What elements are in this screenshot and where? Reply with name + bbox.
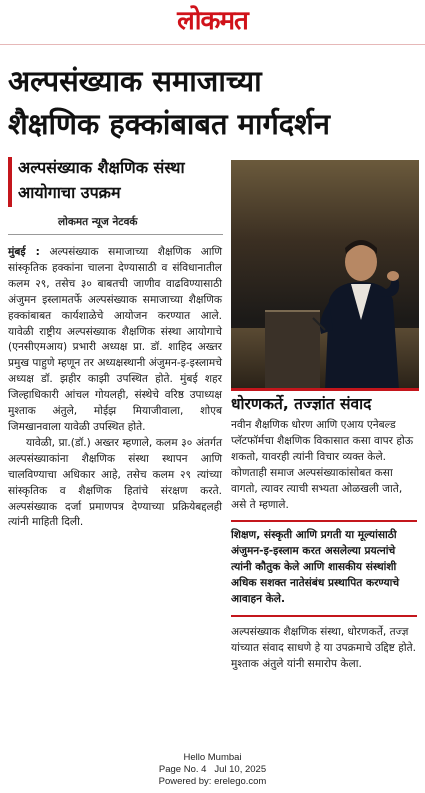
article-body-left <box>8 245 222 531</box>
paragraph-1-text: अल्पसंख्याक समाजाच्या शैक्षणिक आणि सांस्कृतिक हक्कांना चालना देण्यासाठी व संविधानातील कलम २९, तसेच ३० बाबतची जाणीव वाढविण्यासाठी अंजुमन इस्लामतर्फे अल्पसंख्याक समाजाच्या शैक्षणिक हक्कांबाबत कार्यशाळेचे आयोजन करण्यात आले. यावेळी राष्ट्रीय अल्पसंख्याक शैक्षणिक संस्था आयोगाचे (एनसीएमआय) प्रभारी अध्यक्ष प्रा. डॉ. शाहिद अख्तर प्रमुख पाहुणे म्हणून तर अध्यक्षस्थानी अंजुमन-इ-इस्लामचे अध्यक्ष डॉ. झहीर काझी उपस्थित होते. मुंबई शहर जिल्हाधिकारी आंचल गोयलही, संस्थेचे वरिष्ठ उपाध्यक्ष मुश्ताक अंतुले, मोईझ मियाजीवाला, शोएब जिमखानवाला यावेळी उपस्थित होते. <box>8 246 223 433</box>
edition-name: Hello Mumbai <box>183 752 242 763</box>
subhead-accent-bar <box>8 157 12 207</box>
headline-line-1: अल्पसंख्याक समाजाच्या <box>8 64 262 98</box>
side-heading: धोरणकर्ते, तज्ज्ञांत संवाद <box>231 395 372 413</box>
powered-by: Powered by: erelego.com <box>158 776 267 787</box>
side-paragraph-2: अल्पसंख्याक शैक्षणिक संस्था, धोरणकर्ते, तज्ज्ञ यांच्यात संवाद साधणे हे या उपक्रमाचे उद्दिष्ट होते. मुश्ताक अंतुले यांनी समारोप केला. <box>231 625 416 670</box>
quote-bottom-rule <box>231 615 417 617</box>
page-and-date: Page No. 4 Jul 10, 2025 <box>158 764 267 775</box>
speaker-photo <box>231 160 419 388</box>
headline-line-2: शैक्षणिक हक्कांबाबत मार्गदर्शन <box>8 107 330 141</box>
quote-top-rule <box>231 520 417 522</box>
newspaper-logo: लोकमत <box>177 6 248 36</box>
byline: लोकमत न्यूज नेटवर्क <box>58 216 138 228</box>
side-paragraph-1: नवीन शैक्षणिक धोरण आणि एआय एनेबल्ड प्लॅटफॉर्मचा शैक्षणिक विकासात कसा वापर होऊ शकतो, यावरही त्यांनी विचार व्यक्त केले. कोणताही समाज अल्पसंख्याकांसोबत कसा वागतो, त्यावर त्याची सभ्यता ओळखली जाते, असे ते म्हणाले. <box>231 419 414 511</box>
masthead <box>0 0 425 45</box>
pull-quote: शिक्षण, संस्कृती आणि प्रगती या मूल्यांसाठी अंजुमन-इ-इस्लाम करत असलेल्या प्रयत्नांचे त्यांनी कौतुक केले आणि शासकीय संस्थांशी अधिक सशक्त नातेसंबंध प्रस्थापित करण्याचे आवाहन केले. <box>231 529 400 606</box>
photo-caption-rule <box>231 388 419 391</box>
article-body-right <box>231 418 417 684</box>
paragraph-1 <box>8 245 222 436</box>
byline-divider <box>8 234 223 235</box>
speaker-figure <box>311 230 403 388</box>
page-footer <box>0 752 425 788</box>
paragraph-2: यावेळी, प्रा.(डॉ.) अख्तर म्हणाले, कलम ३० अंतर्गत अल्पसंख्याकांना शैक्षणिक संस्था स्थापन आणि चालविण्याचा अधिकार आहे, तसेच कलम २९ त्यांच्या सांस्कृतिक व शैक्षणिक हितांचे संरक्षण करते. अल्पसंख्याक दर्जा प्रमाणपत्र देण्याच्या प्रक्रियेबद्दलही त्यांनी माहिती दिली. <box>8 436 222 529</box>
headline <box>8 60 420 146</box>
subhead: अल्पसंख्याक शैक्षणिक संस्था आयोगाचा उपक्रम <box>18 158 185 202</box>
dateline: मुंबई : <box>8 246 40 258</box>
